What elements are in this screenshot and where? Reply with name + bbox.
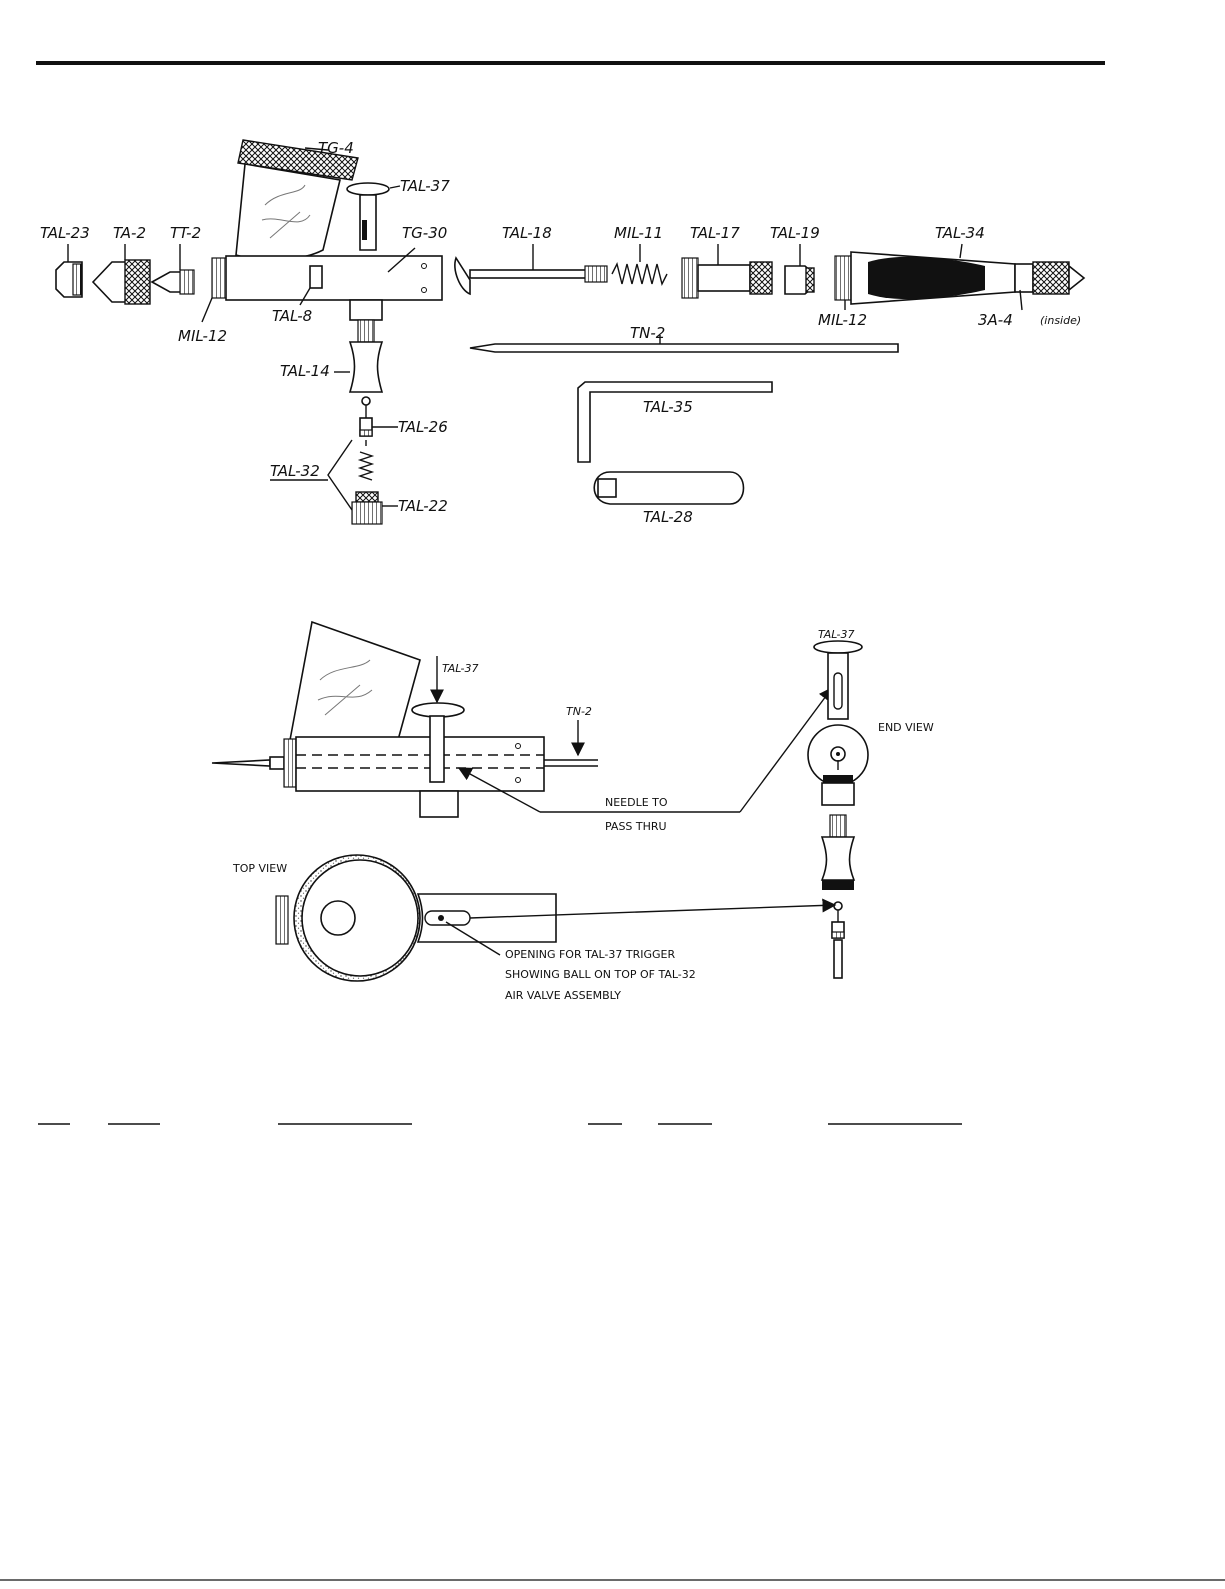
label-tg4: TG-4 [318,139,354,157]
tal23-part [56,262,82,297]
label-opening-line2: SHOWING BALL ON TOP OF TAL-32 [505,968,696,981]
label-tal19: TAL-19 [770,224,820,242]
label-inside: (inside) [1040,314,1082,327]
label-mil12-right: MIL-12 [818,311,868,329]
label-tal32: TAL-32 [270,462,320,480]
tal17-part [682,258,772,298]
top-view-assembly [276,855,556,981]
tg30-body [212,256,442,320]
side-body [212,703,598,817]
label-needle-line1: NEEDLE TO [605,796,668,809]
label-tal37-side: TAL-37 [442,662,479,675]
tal19-part [785,266,814,294]
label-ta2: TA-2 [113,224,147,242]
label-tal37: TAL-37 [400,177,450,195]
label-needle-line2: PASS THRU [605,820,667,833]
label-tt2: TT-2 [170,224,202,242]
label-opening-line1: OPENING FOR TAL-37 TRIGGER [505,948,676,961]
tt2-tip [152,270,194,294]
tal28-wrench [594,472,743,504]
ta2-part [93,260,150,304]
exploded-view [40,139,1084,526]
label-tal37-end: TAL-37 [818,628,855,641]
tal18-part [455,258,607,294]
label-tal35: TAL-35 [643,398,693,416]
label-tal22: TAL-22 [398,497,448,515]
label-tal34: TAL-34 [935,224,985,242]
tn2-needle [470,344,898,352]
side-cup [290,622,420,750]
label-mil12-left: MIL-12 [178,327,228,345]
label-tn2-side: TN-2 [566,705,592,718]
label-tal26: TAL-26 [398,418,448,436]
tal37-trigger [347,183,389,250]
label-tal28: TAL-28 [643,508,693,526]
tal32-valve-assembly [352,397,382,524]
tal14-part [350,320,382,392]
cup-body [236,164,340,260]
end-view-assembly [808,641,868,978]
tal34-handle [835,252,1084,304]
label-tn2: TN-2 [630,324,666,342]
label-end-view: END VIEW [878,721,934,734]
label-mil11: MIL-11 [614,224,664,242]
label-tal17: TAL-17 [690,224,740,242]
label-tg30: TG-30 [402,224,448,242]
label-top-view: TOP VIEW [233,862,288,875]
assembly-view [212,622,934,1002]
tal35-hex-key [578,382,772,462]
label-tal18: TAL-18 [502,224,552,242]
mil11-spring [612,264,667,284]
label-opening-line3: AIR VALVE ASSEMBLY [505,989,622,1002]
label-3a4: 3A-4 [978,311,1013,329]
label-tal8: TAL-8 [272,307,313,325]
label-tal23: TAL-23 [40,224,90,242]
label-tal14: TAL-14 [280,362,330,380]
